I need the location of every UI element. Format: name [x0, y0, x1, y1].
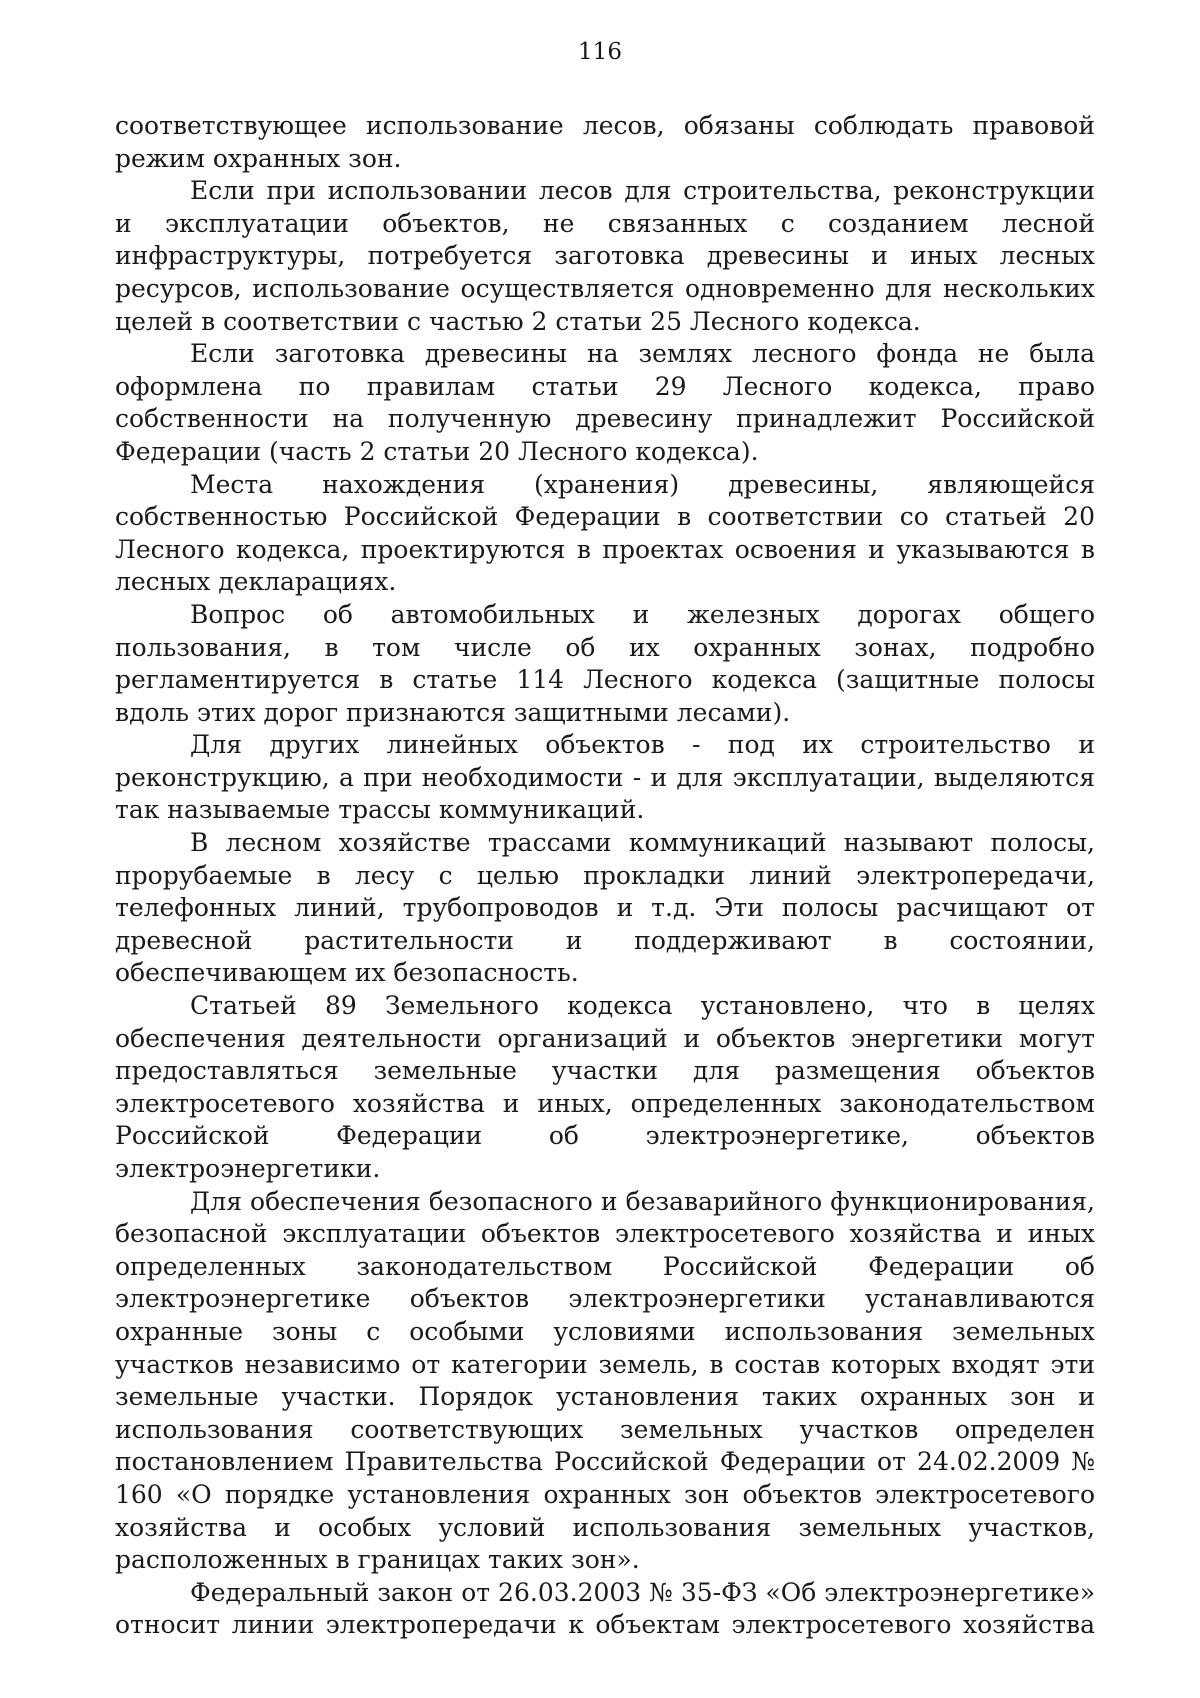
paragraph-timber-harvesting-purposes: Если при использовании лесов для строительства, реконструкции и эксплуатации объектов, не связанных с созданием лесной инфраструктуры, потребуется заготовка древесины и иных лесных ресурсов, использование осуществляется одновременно для нескольких целей в соответствии с частью 2 статьи 25 Лесного кодекса. — [115, 176, 1095, 336]
paragraph-timber-storage: Места нахождения (хранения) древесины, являющейся собственностью Российской Федерации в соответствии со статьей 20 Лесного кодекса, проектируются в проектах освоения и указываются в лесных декларациях. — [115, 469, 1095, 597]
paragraph-protection-zones: Для обеспечения безопасного и безаварийного функционирования, безопасной эксплуатации объектов электросетевого хозяйства и иных определенных законодательством Российской Федерации об электроэнергетике объектов электроэнергетики устанавливаются охранные зоны с особыми условиями использования земельных участков независимо от категории земель, в состав которых входят эти земельные участки. Порядок установления таких охранных зон и использования соответствующих земельных участков определен постановлением Правительства Российской Федерации от 24.02.2009 № 160 «О порядке установления охранных зон объектов электросетевого хозяйства и особых условий использования земельных участков, расположенных в границах таких зон». — [115, 1186, 1095, 1575]
paragraph-timber-ownership: Если заготовка древесины на землях лесного фонда не была оформлена по правилам статьи 29 Лесного кодекса, право собственности на полученную древесину принадлежит Российской Федерации (часть 2 статьи 20 Лесного кодекса). — [115, 339, 1095, 466]
paragraph-federal-law: Федеральный закон от 26.03.2003 № 35-ФЗ «Об электроэнергетике» относит линии электропередачи к объектам электросетевого хозяйства — [115, 1577, 1095, 1640]
document-body — [115, 110, 1095, 1642]
paragraph-linear-objects: Для других линейных объектов - под их строительство и реконструкцию, а при необходимости - и для эксплуатации, выделяются так называемые трассы коммуникаций. — [115, 730, 1095, 825]
paragraph-land-code-article-89: Статьей 89 Земельного кодекса установлено, что в целях обеспечения деятельности организаций и объектов энергетики могут предоставляться земельные участки для размещения объектов электросетевого хозяйства и иных, определенных законодательством Российской Федерации об электроэнергетике, объектов электроэнергетики. — [115, 991, 1095, 1183]
paragraph-continuation: соответствующее использование лесов, обязаны соблюдать правовой режим охранных зон. — [115, 111, 1095, 173]
paragraph-roads: Вопрос об автомобильных и железных дорогах общего пользования, в том числе об их охранных зонах, подробно регламентируется в статье 114 Лесного кодекса (защитные полосы вдоль этих дорог признаются защитными лесами). — [115, 599, 1095, 727]
page-number: 116 — [578, 39, 622, 65]
paragraph-communication-routes: В лесном хозяйстве трассами коммуникаций называют полосы, прорубаемые в лесу с целью прокладки линий электропередачи, телефонных линий, трубопроводов и т.д. Эти полосы расчищают от древесной растительности и поддерживают в состоянии, обеспечивающем их безопасность. — [115, 828, 1095, 988]
